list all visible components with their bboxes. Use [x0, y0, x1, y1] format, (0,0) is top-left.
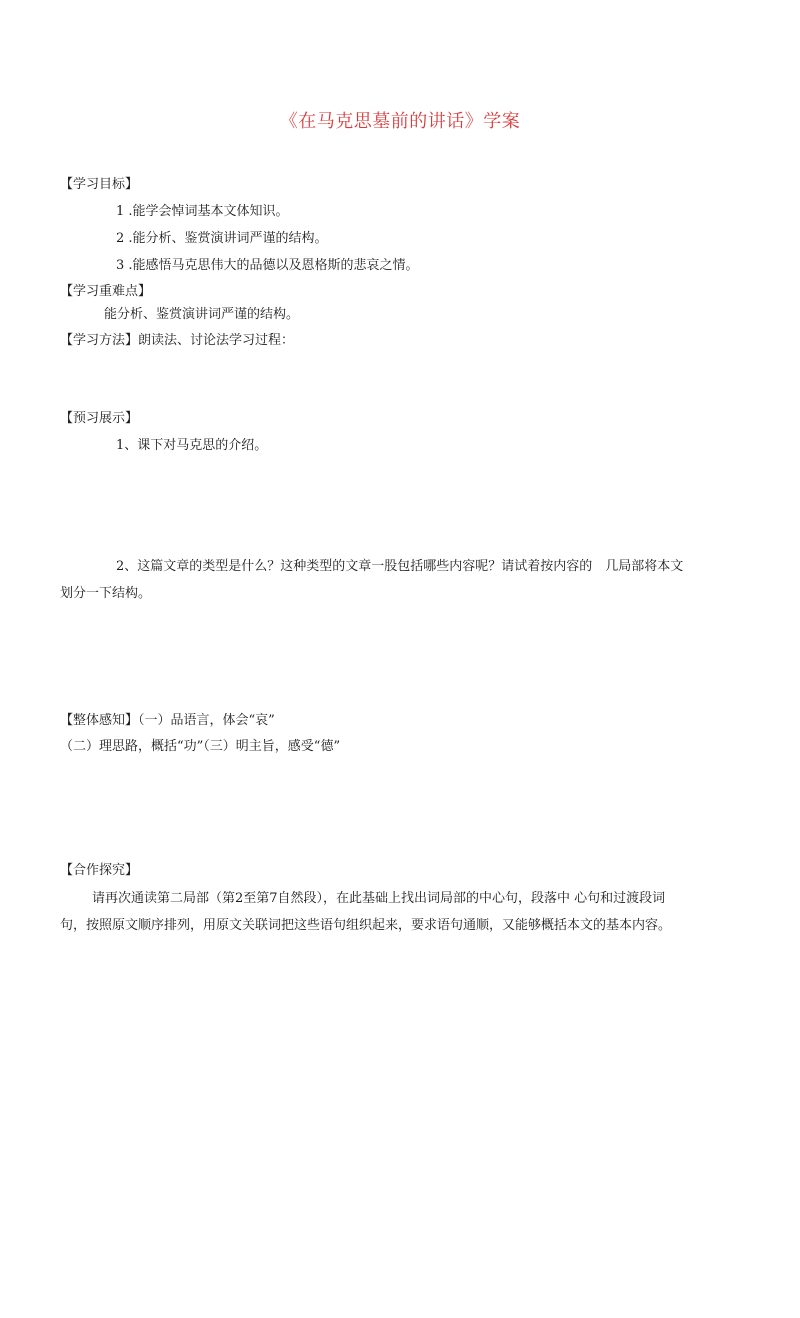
overall-line-2: （二）理思路，概括“功”（三）明主旨，感受“德” [60, 739, 341, 754]
preview-question-2-line-2: 划分一下结构。 [60, 586, 152, 601]
objective-item-1: 1 .能学会悼词基本文体知识。 [116, 204, 289, 219]
objectives-heading: 【学习目标】 [60, 177, 139, 192]
objective-item-3: 3 .能感悟马克思伟大的品德以及恩格斯的悲哀之情。 [116, 258, 419, 273]
key-points-heading: 【学习重难点】 [60, 284, 152, 299]
coop-paragraph-line-2: 句，按照原文顺序排列，用原文关联词把这些语句组织起来，要求语句通顺，又能够概括本文的基本内容。 [60, 918, 672, 933]
document-title: 《在马克思墓前的讲话》学案 [279, 111, 521, 132]
coop-paragraph-line-1: 请再次通读第二局部（第2至第7自然段），在此基础上找出词局部的中心句，段落中 心句和过渡段词 [92, 891, 666, 906]
objective-item-2: 2 .能分析、鉴赏演讲词严谨的结构。 [116, 231, 328, 246]
overall-heading: 【整体感知】 [60, 713, 139, 728]
key-points-text: 能分析、鉴赏演讲词严谨的结构。 [104, 307, 300, 322]
method-line [60, 332, 294, 350]
preview-question-1: 1、课下对马克思的介绍。 [116, 438, 268, 453]
preview-question-2-line-1: 2、这篇文章的类型是什么？这种类型的文章一股包括哪些内容呢？请试着按内容的 几局部将本文 [116, 559, 684, 574]
method-heading: 【学习方法】 [60, 333, 139, 348]
overall-line-1 [60, 712, 275, 730]
overall-part-1: （一）品语言，体会“哀” [138, 713, 275, 728]
method-text: 朗读法、讨论法学习过程： [138, 333, 295, 348]
preview-heading: 【预习展示】 [60, 411, 139, 426]
coop-heading: 【合作探究】 [60, 863, 139, 878]
